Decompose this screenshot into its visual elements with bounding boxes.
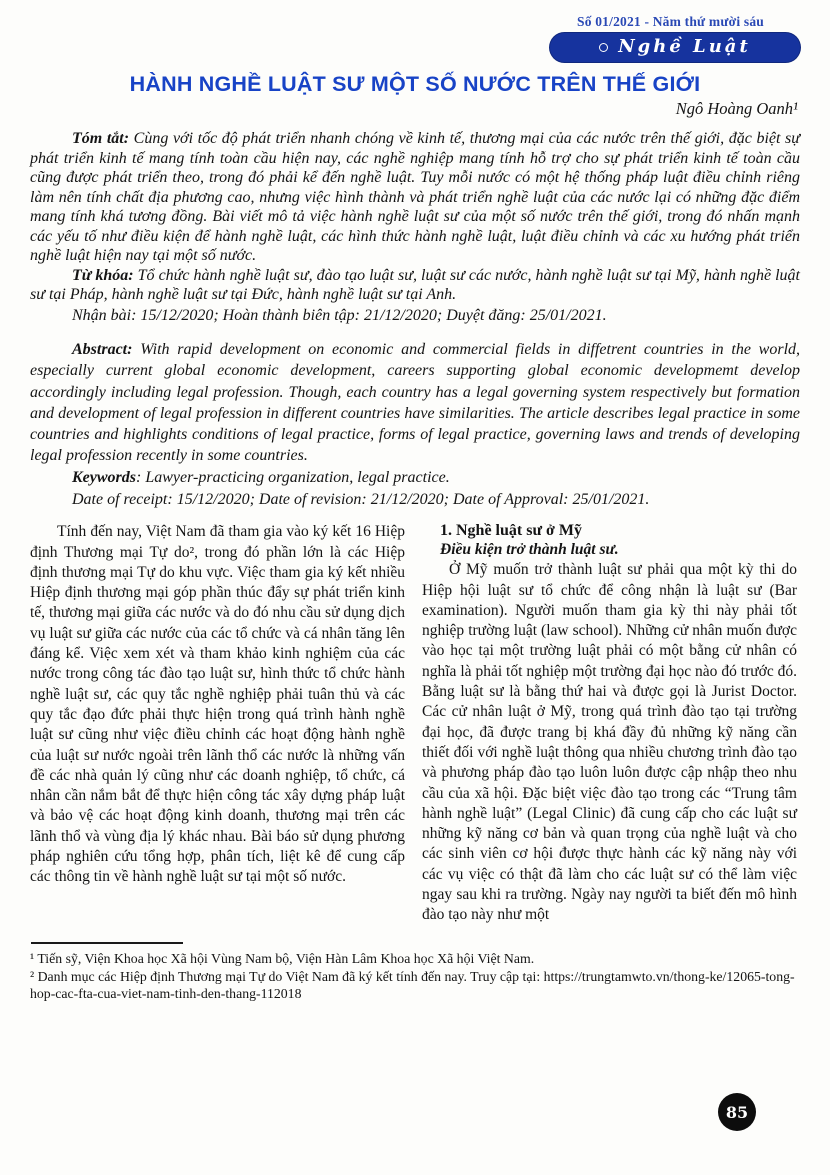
left-column <box>30 522 405 925</box>
abstract-vi-text: Cùng với tốc độ phát triển nhanh chóng về kinh tế, thương mại của các nước trên thế giới, đặc biệt sự phát triển kinh tế mang tính toàn cầu hiện nay, các nghề nghiệp mang tính hỗ trợ cho sự phát triển kinh tế toàn cầu cũng được phát triển theo, trong đó phải kể đến nghề luật. Tuy mỗi nước có một hệ thống pháp luật điều chỉnh riêng làm nên tính chất địa phương cao, nhưng việc hình thành và phát triển nghề luật của các nước lại có những đặc điểm mang tính khá tương đồng. Bài viết mô tả việc hành nghề luật sư của một số nước trên thế giới, trong đó nhấn mạnh các yếu tố như điều kiện để hành nghề luật, các hình thức hành nghề luật, luật điều chỉnh và các xu hướng phát triển nghề luật hiện nay tại một số nước. <box>30 130 800 265</box>
keywords-vi <box>30 266 800 305</box>
section-paragraph: Ở Mỹ muốn trở thành luật sư phải qua một kỳ thi do Hiệp hội luật sư tổ chức để công nhận là luật sư (Bar examination). Người muốn tham gia kỳ thi này phải tốt nghiệp trường luật (law school). Những cử nhân muốn được vào học tại một trường luật phải có một bằng cử nhân có nghĩa là phải tốt nghiệp một trường đại học nào đó trước đó. Bằng luật sư là bằng thứ hai và được gọi là Jurist Doctor. Các cử nhân luật ở Mỹ, trong quá trình đào tạo tại trường đại học, đã được trang bị khá đầy đủ những kỹ năng cần thiết đối với nghề luật thông qua nhiều chương trình đào tạo và phương pháp đào tạo luôn luôn được cập nhập theo nhu cầu của xã hội. Đặc biệt việc đào tạo trong các “Trung tâm hành nghề luật” (Legal Clinic) đã cung cấp cho các luật sư những kỹ năng cơ bản và quan trọng của nghề luật và cho các sinh viên cơ hội được thực hành các kỹ năng này với các vụ việc có thật đã làm cho các luật sư có thể làm việc ngay sau khi ra trường. Ngày nay người ta biết đến mô hình đào tạo này như một <box>422 561 797 924</box>
section-heading: 1. Nghề luật sư ở Mỹ <box>440 522 583 540</box>
dates-vi: Nhận bài: 15/12/2020; Hoàn thành biên tập: 21/12/2020; Duyệt đăng: 25/01/2021. <box>72 306 607 324</box>
footnote-2: ² Danh mục các Hiệp định Thương mại Tự do Việt Nam đã ký kết tính đến nay. Truy cập tại: https://trungtamwto.vn/thong-ke/12065-tong-hop-cac-fta-cua-viet-nam-tinh-den-thang-112018 <box>30 968 795 1002</box>
footnote-divider <box>31 942 183 944</box>
article-title: HÀNH NGHỀ LUẬT SƯ MỘT SỐ NƯỚC TRÊN THẾ GIỚI <box>129 72 701 96</box>
intro-paragraph: Tính đến nay, Việt Nam đã tham gia vào ký kết 16 Hiệp định Thương mại Tự do², trong đó phần lớn là các Hiệp định thương mại Tự do khu vực. Việc tham gia ký kết nhiều Hiệp định thương mại góp phần thúc đẩy sự phát triển kinh tế, thương mại giữa các nước và do đó nhu cầu sử dụng dịch vụ luật sư giữa các nước của các tổ chức và cá nhân tăng lên đáng kể. Việc xem xét và tham khảo kinh nghiệm của các nước trong công tác đào tạo luật sư, hình thức tổ chức hành nghề luật sư, các quy tắc nghề nghiệp phải tuân thủ và các quy tắc đạo đức phải thực hiện trong quá trình hành nghề luật sư cũng như việc điều chỉnh các hoạt động hành nghề của luật sư nước ngoài trên lãnh thổ các nước là những vấn đề các nhà quản lý cũng như các doanh nghiệp, tổ chức, cá nhân cần nắm bắt để thực hiện công tác xây dựng pháp luật và bảo vệ các hoạt động kinh doanh, thương mại trên các lãnh thổ và vùng địa lý khác nhau. Bài báo sử dụng phương pháp nghiên cứu tổng hợp, phân tích, liệt kê để cung cấp các thông tin về hành nghề luật sư tại một số nước. <box>30 523 405 886</box>
issue-line: Số 01/2021 - Năm thứ mười sáu <box>577 14 764 29</box>
journal-badge <box>550 33 800 62</box>
page-number: 85 <box>725 1102 749 1122</box>
keywords-vi-text: Tổ chức hành nghề luật sư, đào tạo luật sư, luật sư các nước, hành nghề luật sư tại Mỹ, hành nghề luật sư tại Pháp, hành nghề luật sư tại Đức, hành nghề luật sư tại Anh. <box>30 266 801 304</box>
dates-en: Date of receipt: 15/12/2020; Date of revision: 21/12/2020; Date of Approval: 25/01/2021. <box>72 491 650 509</box>
page-header <box>30 14 800 62</box>
footnotes <box>30 942 800 1004</box>
footnote-1: ¹ Tiến sỹ, Viện Khoa học Xã hội Vùng Nam bộ, Viện Hàn Lâm Khoa học Xã hội Việt Nam. <box>30 950 535 966</box>
abstract-en-label: Abstract: <box>72 341 133 359</box>
section-gap <box>30 325 800 339</box>
article-author: Ngô Hoàng Oanh¹ <box>675 99 798 118</box>
right-column <box>422 522 797 925</box>
keywords-vi-label: Từ khóa: <box>72 266 134 284</box>
page-number-badge <box>718 1093 756 1131</box>
front-matter <box>30 129 800 510</box>
abstract-en-text: With rapid development on economic and commercial fields in diffetrent countries in the world, especially current global economic development, careers supporting global economic developmemt develop accordingly including legal profession. Though, each country has a legal governing system respectively but formation and development of legal profession in different countries have similarities. The article describes legal practice in some countries and highlights conditions of legal practice, forms of legal practice, governing laws and trends of developing legal profession recently in some countries. <box>30 341 801 465</box>
keywords-en <box>30 467 800 488</box>
abstract-vi-label: Tóm tắt: <box>72 130 130 147</box>
abstract-en <box>30 339 800 467</box>
keywords-en-label: Keywords <box>72 468 136 486</box>
abstract-vi <box>30 129 800 266</box>
journal-name: Nghề Luật <box>618 35 751 57</box>
keywords-en-text: : Lawyer-practicing organization, legal practice. <box>136 468 450 486</box>
ring-icon <box>599 43 608 52</box>
section-subheading: Điều kiện trở thành luật sư. <box>440 541 619 559</box>
body-columns <box>30 522 800 925</box>
